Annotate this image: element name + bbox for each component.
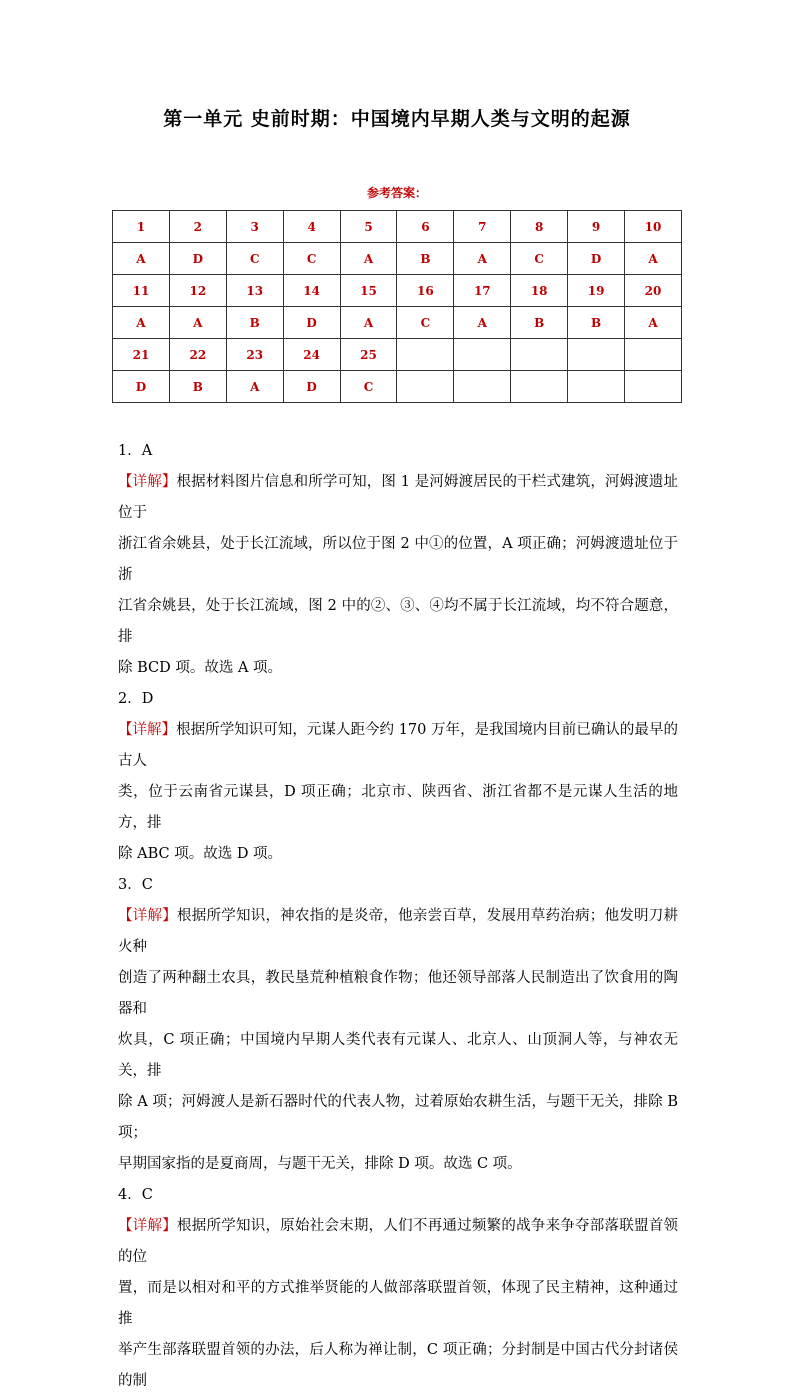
explanation-line: 浙江省余姚县，处于长江流域，所以位于图 2 中①的位置，A 项正确；河姆渡遗址位于浙	[118, 536, 678, 583]
question-number-cell: 11	[113, 275, 170, 307]
answer-cell: A	[113, 243, 170, 275]
question-number-cell	[511, 339, 568, 371]
question-number-row	[113, 339, 682, 371]
answer-cell	[625, 371, 682, 403]
question-number: 4．C	[118, 1187, 153, 1203]
explanation-line: 炊具，C 项正确；中国境内早期人类代表有元谋人、北京人、山顶洞人等，与神农无关，排	[118, 1032, 678, 1079]
answer-cell: A	[454, 307, 511, 339]
answer-caption: 参考答案：	[366, 186, 427, 200]
detail-tag: 【详解】	[118, 908, 177, 924]
question-number-cell: 22	[169, 339, 226, 371]
answer-cell: B	[169, 371, 226, 403]
detail-tag: 【详解】	[118, 722, 177, 738]
explanation-line: 早期国家指的是夏商周，与题干无关，排除 D 项。故选 C 项。	[118, 1156, 522, 1172]
question-number-cell: 6	[397, 211, 454, 243]
explanation-line: 根据所学知识可知，元谋人距今约 170 万年，是我国境内目前已确认的最早的古人	[118, 722, 678, 769]
page-title: 第一单元 史前时期：中国境内早期人类与文明的起源	[163, 108, 631, 130]
question-number-cell: 12	[169, 275, 226, 307]
question-number-cell	[625, 339, 682, 371]
question-number-cell: 1	[113, 211, 170, 243]
question-number-cell: 19	[568, 275, 625, 307]
answer-cell	[511, 371, 568, 403]
answer-row	[113, 307, 682, 339]
question-number-cell	[454, 339, 511, 371]
question-number-cell: 24	[283, 339, 340, 371]
explanation-line: 置，而是以相对和平的方式推举贤能的人做部落联盟首领，体现了民主精神，这种通过推	[118, 1280, 678, 1327]
question-number-cell: 16	[397, 275, 454, 307]
question-number-cell: 25	[340, 339, 397, 371]
answer-cell: B	[568, 307, 625, 339]
answer-cell: A	[169, 307, 226, 339]
question-number-row	[113, 211, 682, 243]
explanation-line: 类，位于云南省元谋县，D 项正确；北京市、陕西省、浙江省都不是元谋人生活的地方，排	[118, 784, 678, 831]
question-number-cell: 8	[511, 211, 568, 243]
question-number: 1．A	[118, 443, 153, 459]
answer-cell	[568, 371, 625, 403]
explanation-line: 除 A 项；河姆渡人是新石器时代的代表人物，过着原始农耕生活，与题干无关，排除 B 项；	[118, 1094, 678, 1141]
question-number: 2．D	[118, 691, 154, 707]
explanation-line: 根据所学知识，原始社会末期，人们不再通过频繁的战争来争夺部落联盟首领的位	[118, 1218, 679, 1265]
question-number-row	[113, 275, 682, 307]
detail-tag: 【详解】	[118, 474, 177, 490]
question-number-cell: 2	[169, 211, 226, 243]
answer-cell: D	[568, 243, 625, 275]
question-number-cell: 9	[568, 211, 625, 243]
answer-cell: C	[340, 371, 397, 403]
question-number: 3．C	[118, 877, 153, 893]
answer-cell: B	[397, 243, 454, 275]
explanation-paragraph	[118, 901, 678, 1180]
answer-cell: A	[625, 307, 682, 339]
question-number-cell: 18	[511, 275, 568, 307]
explanation-paragraph	[118, 715, 678, 870]
question-number-cell: 7	[454, 211, 511, 243]
question-number-cell: 14	[283, 275, 340, 307]
question-number-cell: 5	[340, 211, 397, 243]
detail-tag: 【详解】	[118, 1218, 177, 1234]
answer-cell: A	[113, 307, 170, 339]
question-number-cell: 17	[454, 275, 511, 307]
explanation-line: 除 ABC 项。故选 D 项。	[118, 846, 283, 862]
answer-cell: A	[625, 243, 682, 275]
answer-cell: A	[226, 371, 283, 403]
answer-cell: D	[283, 307, 340, 339]
answer-cell: B	[511, 307, 568, 339]
answer-cell: D	[113, 371, 170, 403]
explanations	[118, 436, 678, 1397]
question-number-cell: 10	[625, 211, 682, 243]
answer-cell: A	[340, 307, 397, 339]
answer-cell: B	[226, 307, 283, 339]
explanation-paragraph	[118, 467, 678, 684]
answer-cell	[454, 371, 511, 403]
answer-cell: C	[283, 243, 340, 275]
explanation-line: 创造了两种翻土农具，教民垦荒种植粮食作物；他还领导部落人民制造出了饮食用的陶器和	[118, 970, 678, 1017]
explanation-line: 江省余姚县，处于长江流域，图 2 中的②、③、④均不属于长江流域，均不符合题意，排	[118, 598, 678, 645]
answer-cell: C	[511, 243, 568, 275]
question-number-cell: 4	[283, 211, 340, 243]
answer-table	[112, 210, 682, 403]
explanation-line: 举产生部落联盟首领的办法，后人称为禅让制，C 项正确；分封制是中国古代分封诸侯的制	[118, 1342, 678, 1389]
question-number-cell: 20	[625, 275, 682, 307]
answer-cell	[397, 371, 454, 403]
answer-row	[113, 243, 682, 275]
answer-cell: A	[340, 243, 397, 275]
question-number-cell: 21	[113, 339, 170, 371]
answer-cell: A	[454, 243, 511, 275]
question-number-cell	[397, 339, 454, 371]
question-number-cell: 13	[226, 275, 283, 307]
explanation-line: 根据所学知识，神农指的是炎帝，他亲尝百草，发展用草药治病；他发明刀耕火种	[118, 908, 679, 955]
explanation-line: 根据材料图片信息和所学可知，图 1 是河姆渡居民的干栏式建筑，河姆渡遗址位于	[118, 474, 678, 521]
explanation-line: 除 BCD 项。故选 A 项。	[118, 660, 283, 676]
explanation-paragraph	[118, 1211, 678, 1397]
answer-cell: C	[226, 243, 283, 275]
question-number-cell: 3	[226, 211, 283, 243]
question-number-cell: 15	[340, 275, 397, 307]
answer-row	[113, 371, 682, 403]
question-number-cell	[568, 339, 625, 371]
question-number-cell: 23	[226, 339, 283, 371]
answer-cell: D	[169, 243, 226, 275]
answer-cell: C	[397, 307, 454, 339]
answer-cell: D	[283, 371, 340, 403]
